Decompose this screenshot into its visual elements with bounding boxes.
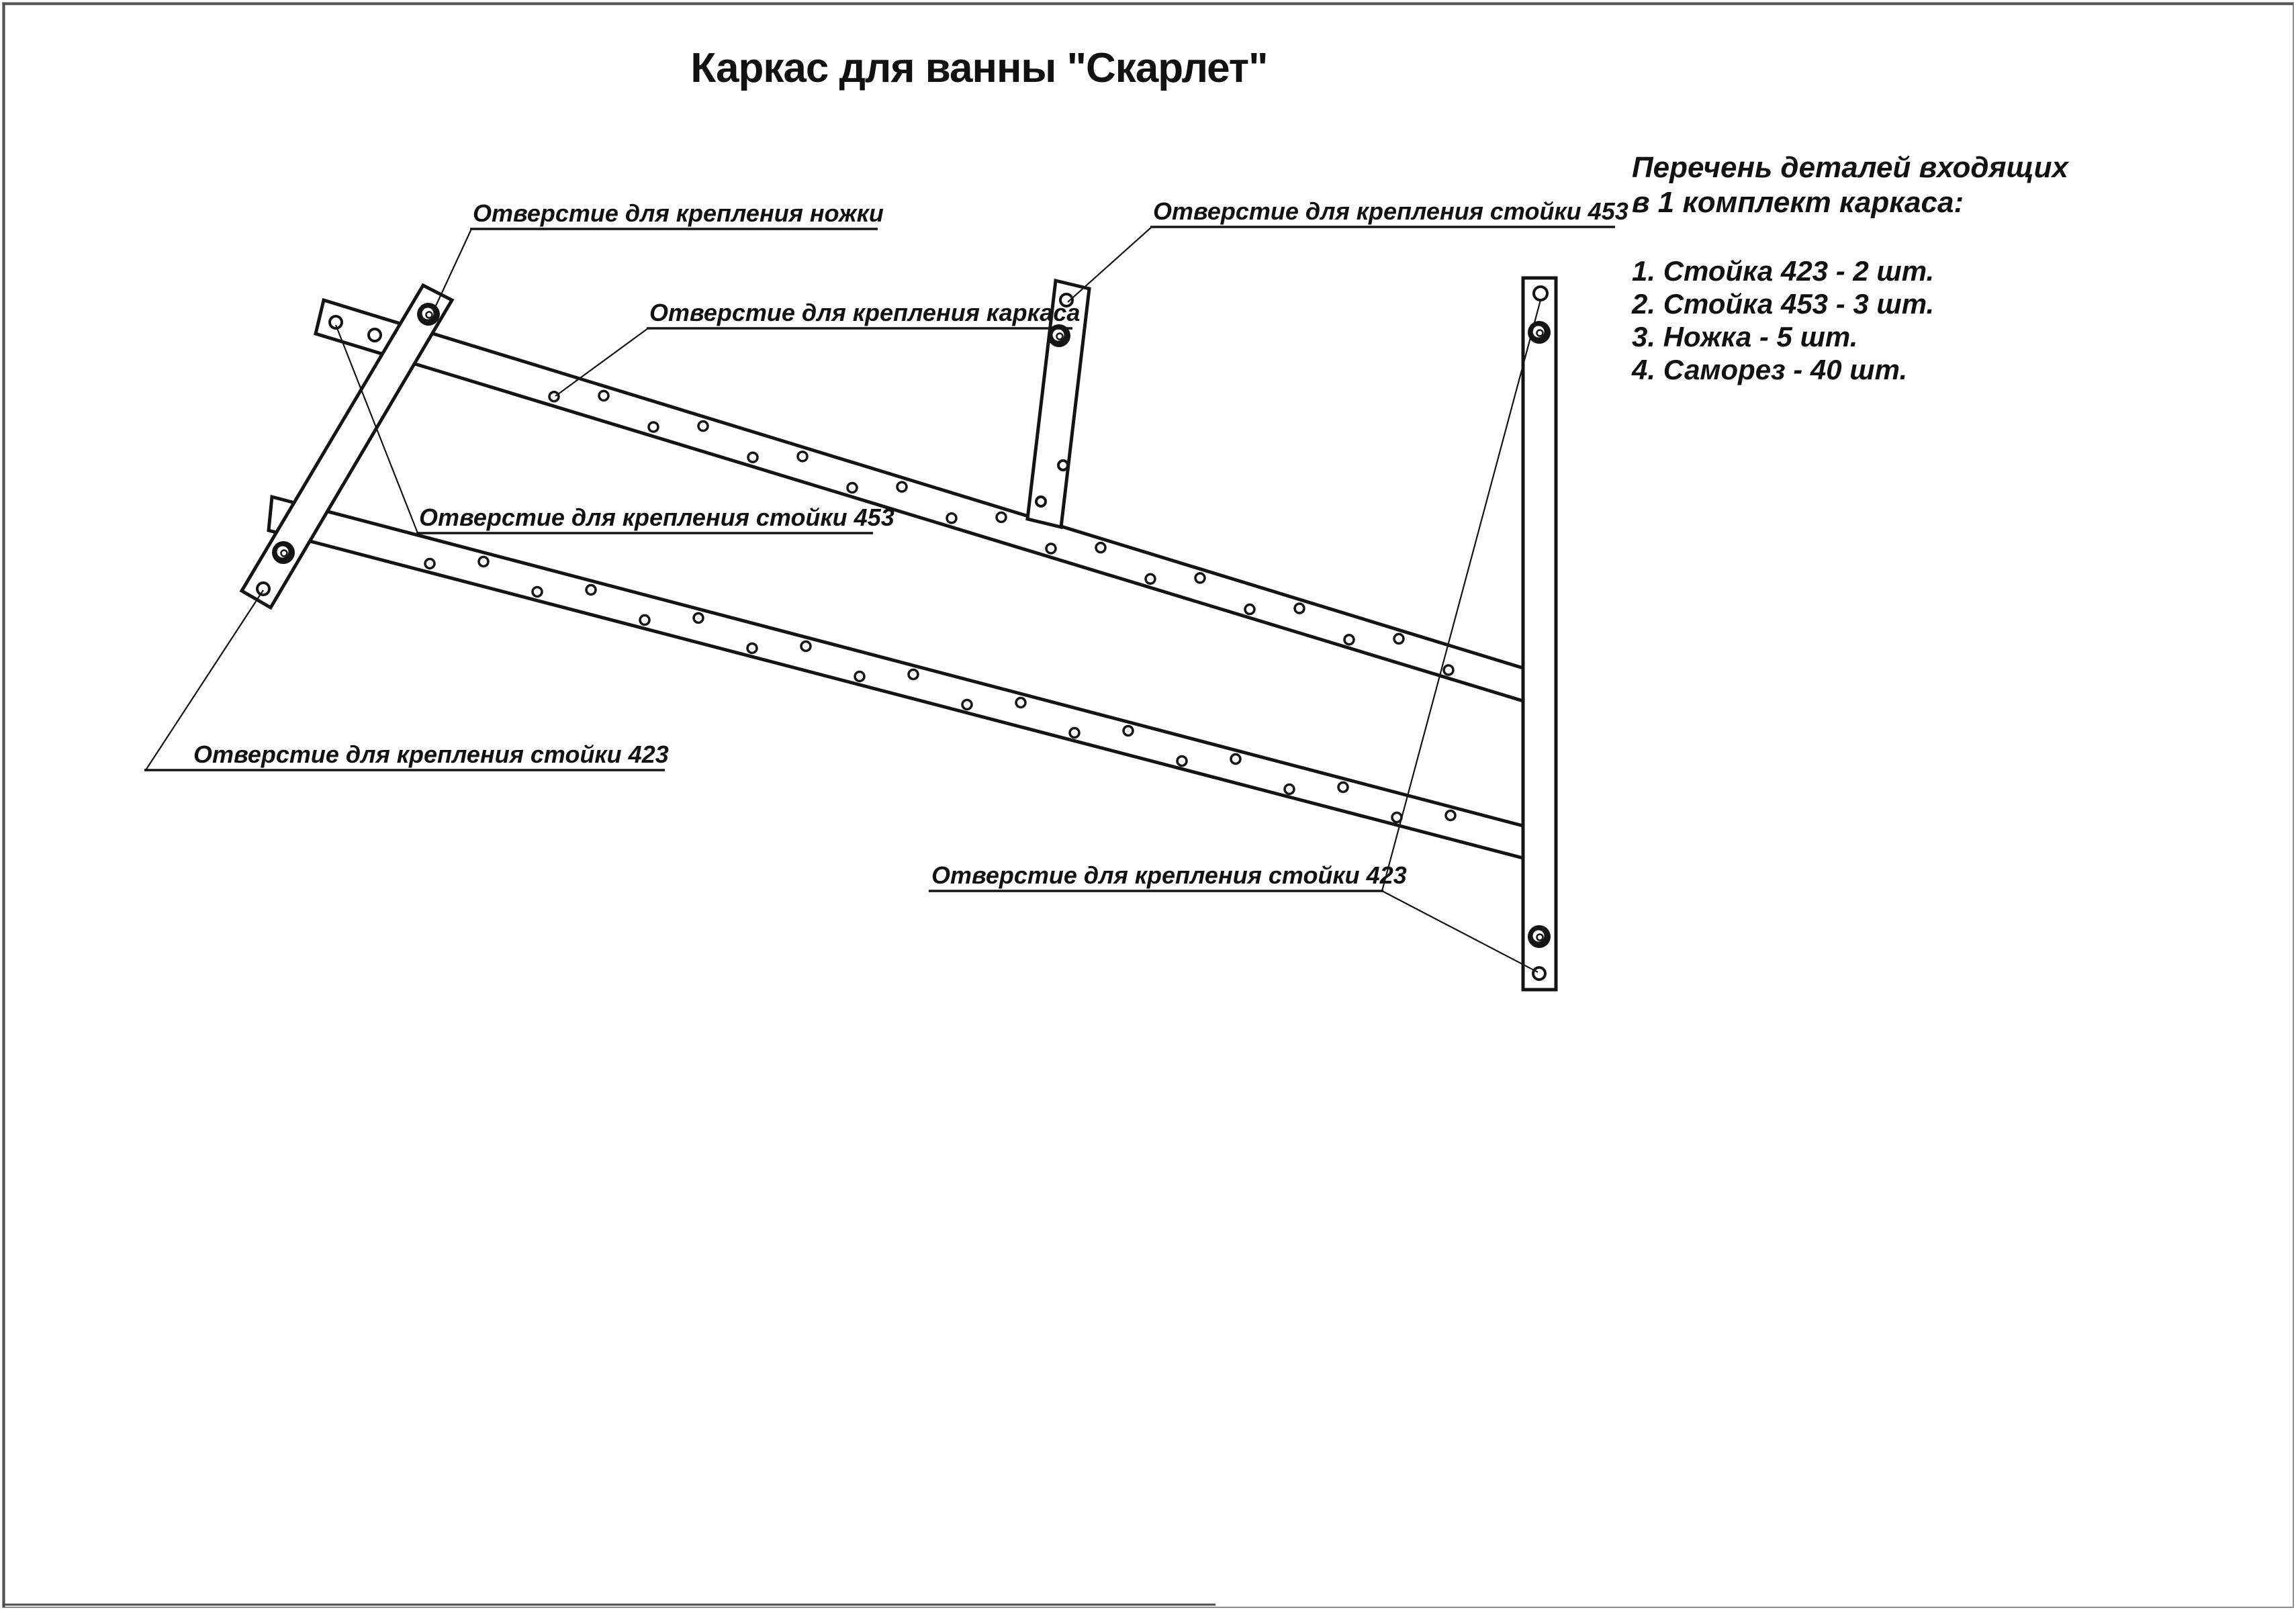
parts-list: [1631, 151, 2070, 385]
rail-hole: [1295, 604, 1304, 613]
rail-hole: [997, 512, 1006, 522]
rail-hole: [962, 700, 972, 709]
rail-hole: [798, 452, 807, 461]
stand-423-right-bottom-hole: [1533, 967, 1545, 980]
leader-stand423-to-bottom-hole: [1382, 891, 1538, 972]
rail-hole: [1123, 726, 1133, 735]
leader-stand423-to-top-hole: [1382, 300, 1541, 891]
label-frame-hole: Отверстие для крепления каркаса: [649, 299, 1081, 326]
rail-hole: [1444, 665, 1453, 675]
stand-423-right-top-hole: [1534, 287, 1547, 300]
rail-hole: [1245, 605, 1254, 614]
rail-hole: [855, 671, 864, 681]
rail-hole: [747, 643, 757, 653]
rail-hole: [1177, 756, 1187, 765]
leader-stand453-top: [1068, 227, 1152, 302]
rail-hole: [599, 391, 608, 400]
rail-hole: [479, 557, 488, 566]
label-stand453-left: Отверстие для крепления стойки 453: [419, 504, 894, 531]
page-border: [3, 3, 2293, 1607]
rail-hole: [1016, 698, 1025, 707]
rail-hole: [748, 453, 757, 462]
stand-423-right: [1523, 278, 1556, 990]
stand-453-middle-hole-1: [1058, 461, 1068, 470]
label-stand453-top: Отверстие для крепления стойки 453: [1153, 197, 1628, 225]
stand-423-left-bottom-hole: [257, 583, 269, 595]
rail-hole: [1285, 784, 1294, 794]
stand-453-middle-hole-2: [1036, 497, 1046, 506]
rail-hole: [640, 615, 649, 624]
rail-hole: [1195, 573, 1205, 583]
label-leg-hole: Отверстие для крепления ножки: [473, 199, 884, 227]
leader-leg-hole: [434, 229, 471, 310]
frame-rail-lower: [269, 497, 1523, 858]
parts-list-item: 2. Стойка 453 - 3 шт.: [1632, 288, 1935, 320]
rail-hole: [801, 641, 811, 651]
parts-list-heading-line1: Перечень деталей входящих: [1632, 151, 2069, 184]
rail-hole: [425, 559, 434, 568]
rail-hole: [1096, 543, 1105, 553]
rail-hole: [1231, 754, 1240, 763]
parts-list-item: 1. Стойка 423 - 2 шт.: [1632, 255, 1935, 287]
rail-hole: [909, 669, 918, 679]
rail-hole: [897, 482, 907, 491]
rail-hole: [533, 587, 542, 596]
rail-hole: [1344, 635, 1354, 645]
label-stand423-bottom-mid: Отверстие для крепления стойки 423: [931, 861, 1407, 889]
rail-upper-left-hole-2: [369, 329, 381, 341]
rail-hole: [1338, 782, 1348, 792]
label-stand423-bottom-left: Отверстие для крепления стойки 423: [193, 741, 669, 768]
rail-hole: [1046, 544, 1056, 553]
rail-hole: [1392, 812, 1402, 822]
rail-hole: [947, 514, 956, 523]
rail-hole: [549, 392, 559, 401]
parts-list-item: 3. Ножка - 5 шт.: [1632, 321, 1858, 352]
rail-hole: [1446, 810, 1455, 820]
rail-hole: [698, 422, 708, 431]
rail-hole: [1394, 634, 1404, 643]
parts-list-heading-line2: в 1 комплект каркаса:: [1632, 186, 1964, 219]
page-title: Каркас для ванны "Скарлет": [690, 45, 1268, 91]
rail-hole: [586, 585, 596, 594]
frame-rails: [269, 300, 1523, 858]
rail-hole: [1146, 574, 1155, 583]
rail-hole: [649, 422, 658, 432]
parts-list-item: 4. Саморез - 40 шт.: [1632, 354, 1908, 385]
rail-hole: [694, 613, 703, 622]
rail-hole: [847, 483, 857, 492]
frame-rail-upper: [316, 300, 1523, 701]
rail-hole: [1070, 728, 1079, 737]
